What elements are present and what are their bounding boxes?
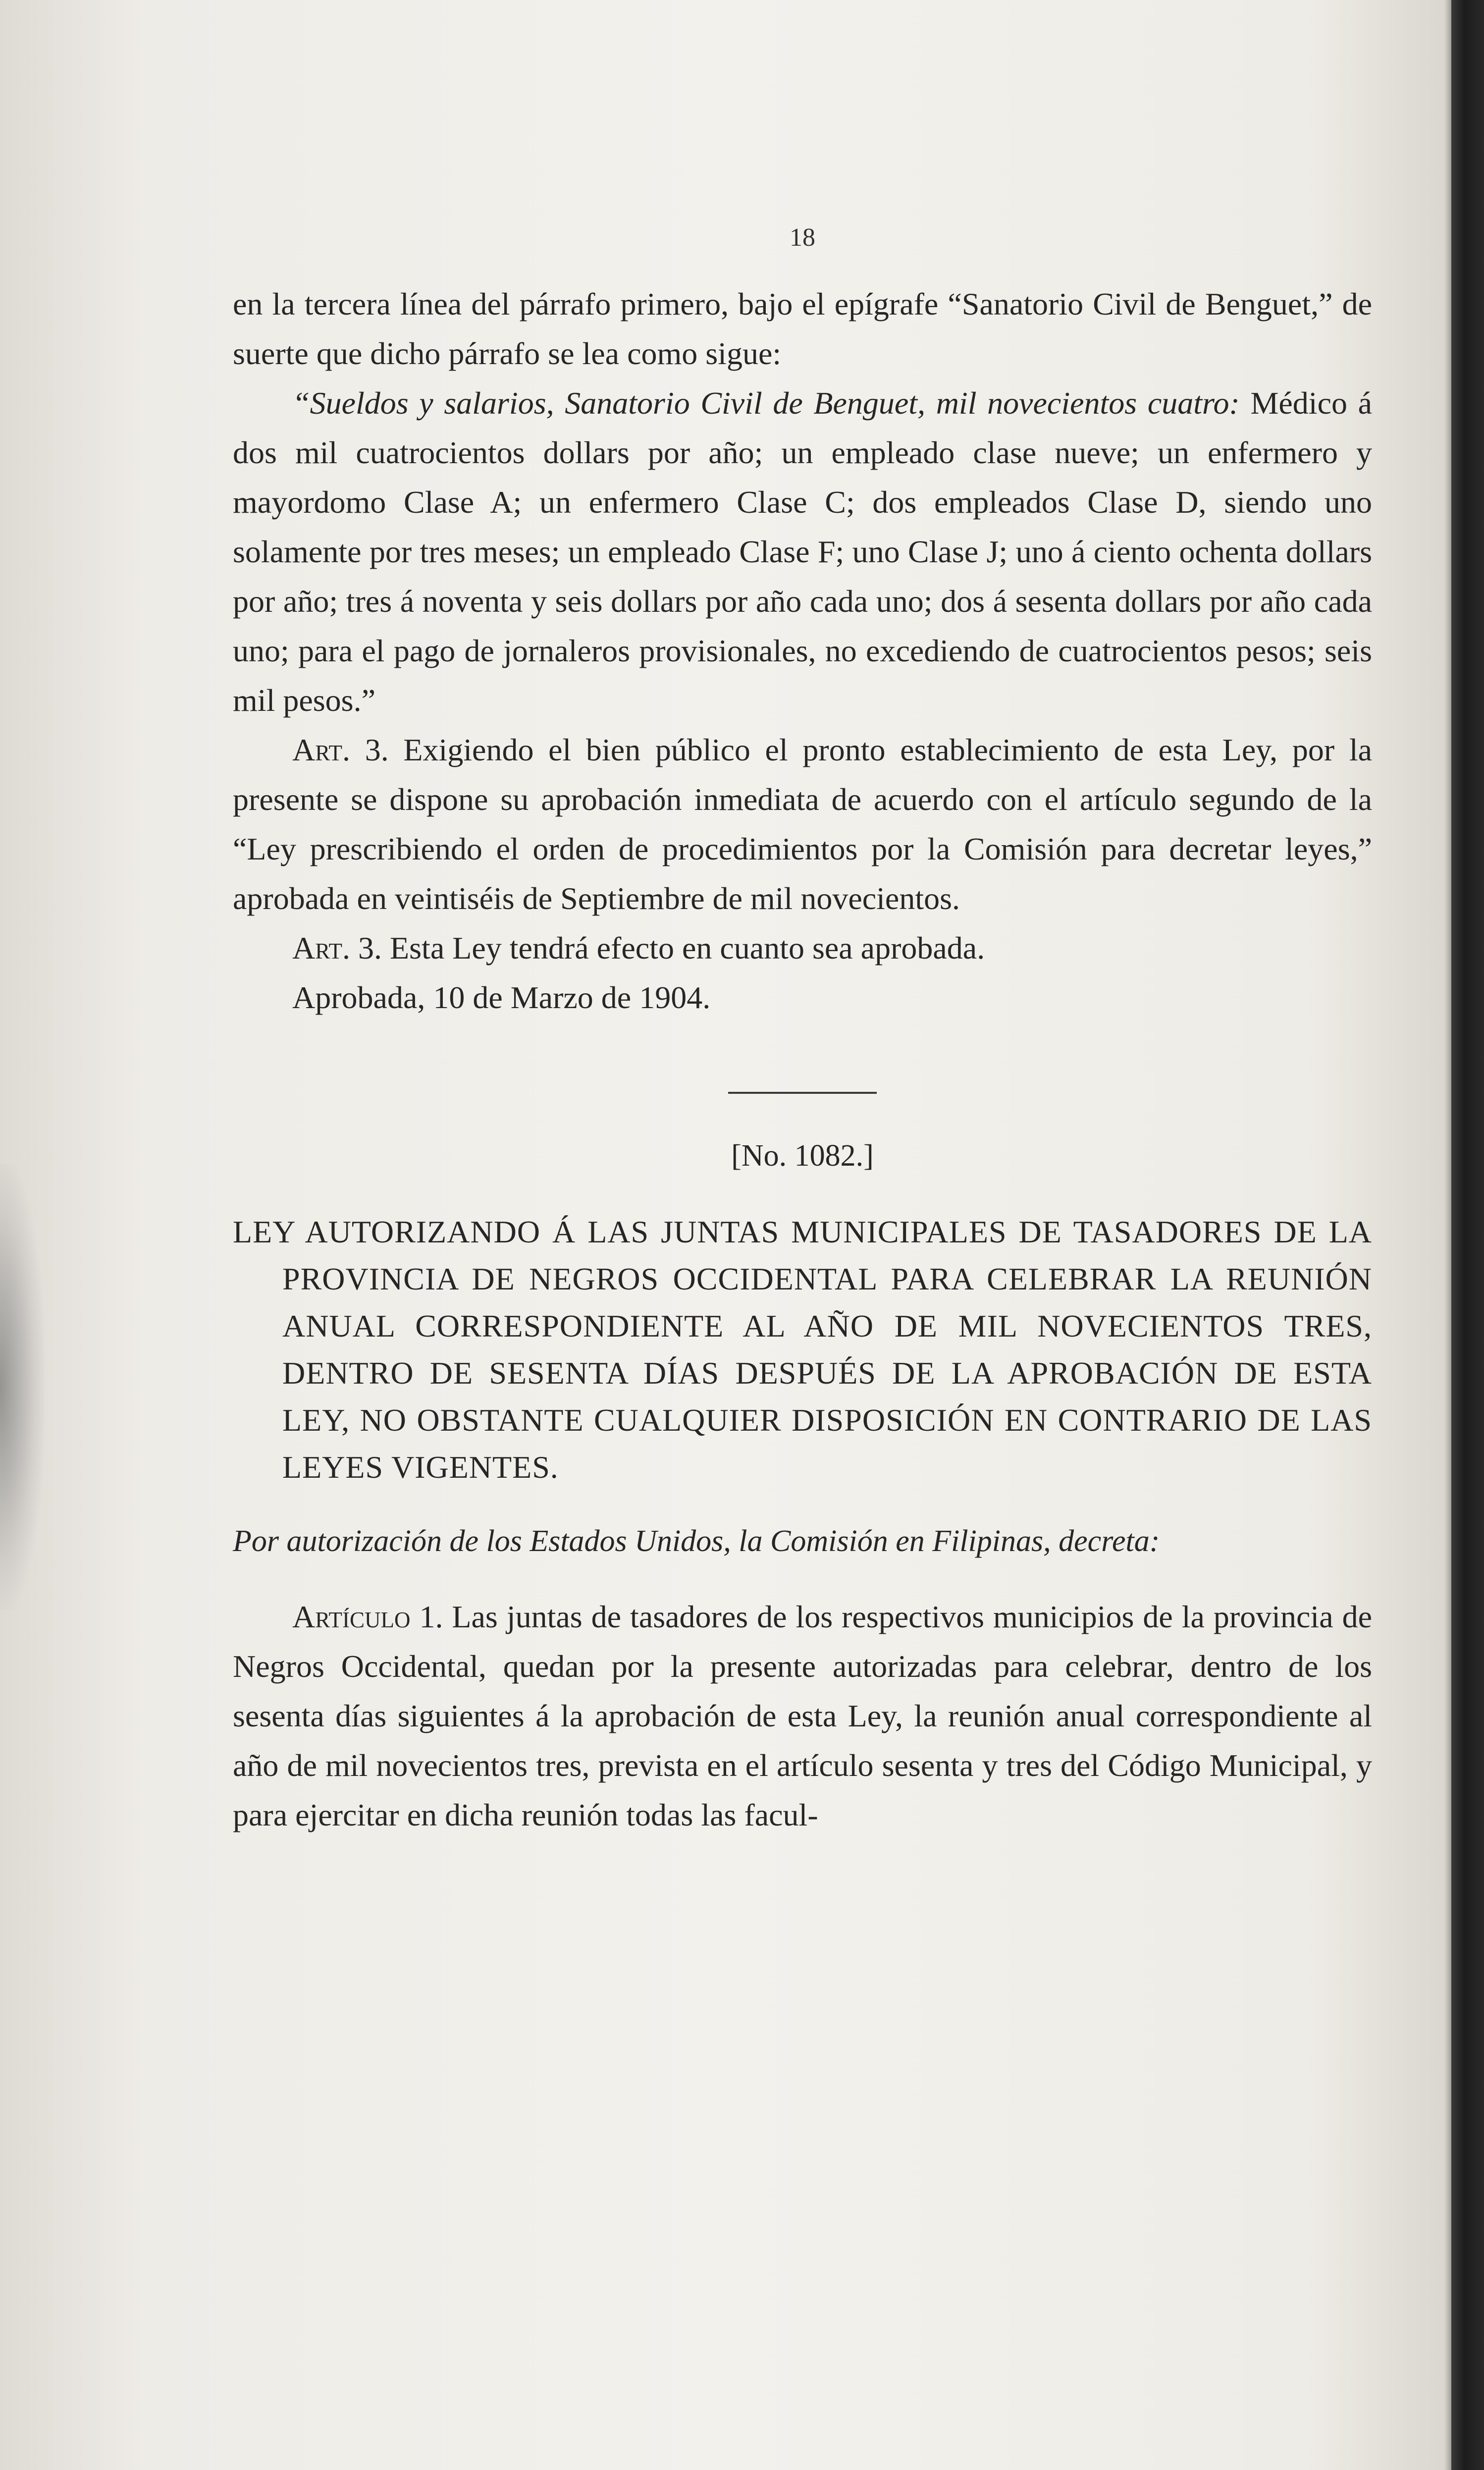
paragraph-article-1 — [233, 1592, 1372, 1840]
law-number: [No. 1082.] — [731, 1139, 874, 1173]
page-text — [233, 223, 1372, 1840]
law-title: LEY AUTORIZANDO Á LAS JUNTAS MUNICIPALES DE TASADORES DE LA PROVINCIA DE NEGROS OCCIDENTAL PARA CELEBRAR LA REUNIÓN ANUAL CORRESPONDIENTE AL AÑO DE MIL NOVECIENTOS TRES, DENTRO DE SESENTA DÍAS DESPUÉS DE LA APROBACIÓN DE ESTA LEY, NO OBSTANTE CUALQUIER DISPOSICIÓN EN CONTRARIO DE LAS LEYES VIGENTES. — [233, 1214, 1372, 1485]
article-3b-label: Art. 3. — [292, 930, 382, 966]
paragraph-salaries — [233, 378, 1372, 725]
approval-date: Aprobada, 10 de Marzo de 1904. — [292, 980, 711, 1015]
salaries-heading: “Sueldos y salarios, Sanatorio Civil de Benguet, mil novecientos cuatro: — [292, 385, 1240, 421]
article-1-text: Las juntas de tasadores de los respectivos municipios de la provincia de Negros Occidental, quedan por la presente autorizadas para celebrar, dentro de los sesenta días siguientes á la aprobación de esta Ley, la reunión anual correspondiente al año de mil novecientos tres, prevista en el artículo sesenta y tres del Código Municipal, y para ejercitar en dicha reunión todas las facul- — [233, 1599, 1372, 1832]
thumb-shadow — [0, 1164, 45, 1610]
article-3-label: Art. 3. — [292, 732, 389, 767]
paragraph-article-3b — [233, 923, 1372, 973]
paragraph-article-3 — [233, 725, 1372, 923]
article-3-text: Exigiendo el bien público el pronto establecimiento de esta Ley, por la presente se dispone su aprobación inmediata de acuerdo con el artículo segundo de la “Ley prescribiendo el orden de procedimientos por la Comisión para decretar leyes,” aprobada en veintiséis de Septiembre de mil novecientos. — [233, 732, 1373, 916]
section-divider — [728, 1092, 877, 1094]
article-3b-text: Esta Ley tendrá efecto en cuanto sea aprobada. — [382, 930, 985, 966]
enacting-clause: Por autorización de los Estados Unidos, la Comisión en Filipinas, decreta: — [233, 1524, 1160, 1558]
book-spine — [1451, 0, 1484, 2470]
page-number: 18 — [790, 223, 815, 252]
salaries-text: Médico á dos mil cuatrocientos dollars por año; un empleado clase nueve; un enfermero y mayordomo Clase A; un enfermero Clase C; dos empleados Clase D, siendo uno solamente por tres meses; un empleado Clase F; uno Clase J; uno á ciento ochenta dollars por año; tres á noventa y seis dollars por año cada uno; dos á sesenta dollars por año cada uno; para el pago de jornaleros provisionales, no excediendo de cuatrocientos pesos; seis mil pesos.” — [233, 385, 1373, 718]
spine-shadow — [1444, 0, 1451, 2470]
paragraph-continuation: en la tercera línea del párrafo primero, bajo el epígrafe “Sanatorio Civil de Benguet,” de suerte que dicho párrafo se lea como sigue: — [233, 286, 1372, 371]
article-1-label: Artículo 1. — [292, 1599, 443, 1634]
